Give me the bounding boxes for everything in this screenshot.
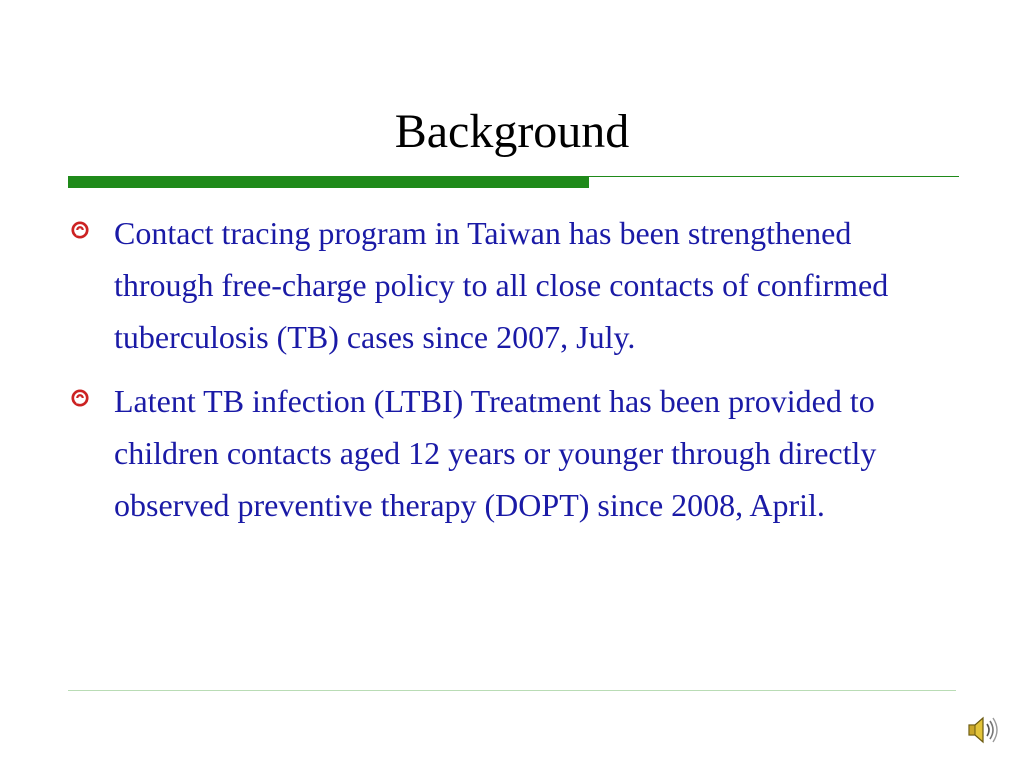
- swirl-bullet-icon: [71, 221, 89, 239]
- title-underline-thick: [68, 176, 589, 188]
- swirl-bullet-icon: [71, 389, 89, 407]
- bullet-item: [70, 207, 950, 363]
- speaker-icon[interactable]: [966, 712, 1000, 748]
- footer-divider: [68, 690, 956, 691]
- slide-title: Background: [394, 105, 630, 158]
- bullet-text: Contact tracing program in Taiwan has been strengthened through free-charge policy to all close contacts of confirmed tuberculosis (TB) cases since 2007, July.: [114, 215, 889, 355]
- title-underline-thin: [589, 176, 959, 177]
- bullet-list: [70, 207, 950, 543]
- bullet-item: [70, 375, 950, 531]
- bullet-text: Latent TB infection (LTBI) Treatment has been provided to children contacts aged 12 years or younger through directly observed preventive therapy (DOPT) since 2008, April.: [114, 383, 877, 523]
